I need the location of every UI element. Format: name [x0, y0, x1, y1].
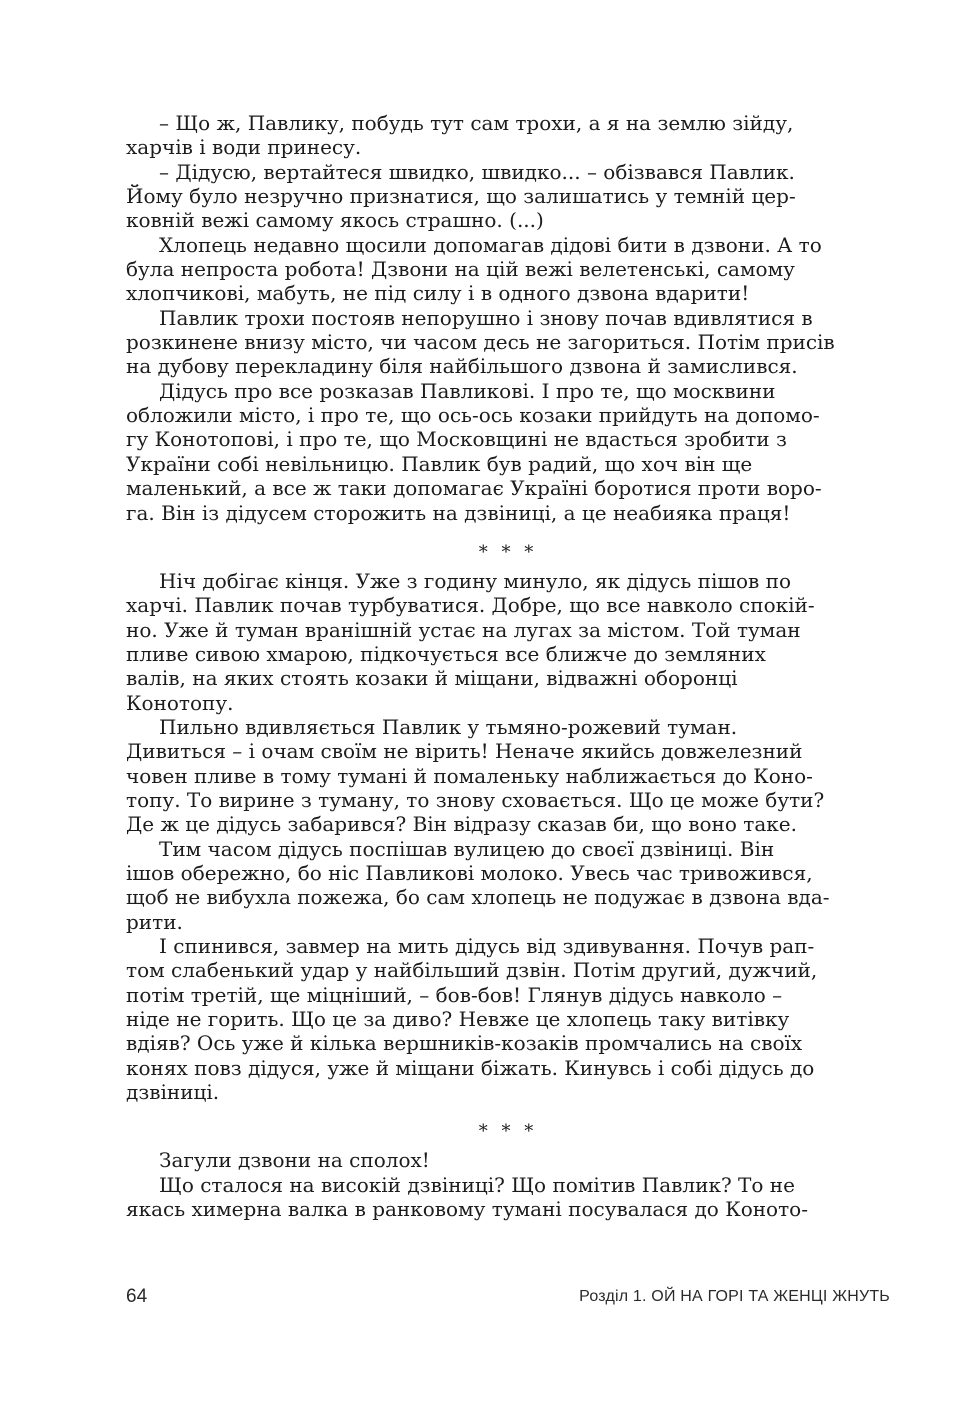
book-page [126, 111, 890, 1411]
page-footer [126, 1284, 890, 1310]
paragraph: Павлик трохи постояв непорушно і знову почав вдивлятися в розкинене внизу місто, чи часом десь не загориться. Потім присів на дубову перекладину біля найбільшого дзвона й замислився. [126, 305, 835, 379]
section-separator: * * * [478, 1121, 538, 1143]
paragraph: – Що ж, Павлику, побудь тут сам трохи, а я на землю зійду, харчів і води принесу. [126, 111, 794, 160]
paragraph: Дідусь про все розказав Павликові. І про те, що москвини обложили місто, і про те, що ось-ось козаки прийдуть на допомо- гу Конотопові, і про те, що Московщині не вдасться зробити з України собі невільницю. Павлик був радий, що хоч він ще маленький, а все ж таки допомагає Україні боротися проти воро- га. Він із дідусем сторожить на дзвіниці, а це неабияка праця! [126, 378, 822, 525]
section-separator: * * * [478, 541, 538, 563]
page-number: 64 [126, 1286, 148, 1307]
paragraph: Пильно вдивляється Павлик у тьмяно-рожевий туман. Дивиться – і очам своїм не вірить! Неначе якийсь довжелезний човен пливе в тому тумані й помаленьку наближається до Коно- топу. То вирине з туману, то знову сховається. Що це може бути? Де ж це дідусь забарився? Він відразу сказав би, що воно таке. [126, 714, 825, 837]
paragraph: Ніч добігає кінця. Уже з годину минуло, як дідусь пішов по харчі. Павлик почав турбуватися. Добре, що все навколо спокій- но. Уже й туман вранішній устає на лугах за містом. Той туман пливе сивою хмарою, підкочується все ближче до земляних валів, на яких стоять козаки й міщани, відважні оборонці Конотопу. [126, 568, 815, 715]
paragraph: – Дідусю, вертайтеся швидко, швидко... – обізвався Павлик. Йому було незручно признатися, що залишатись у темній цер- ковній вежі самому якось страшно. (...) [126, 159, 796, 233]
paragraph: Хлопець недавно щосили допомагав дідові бити в дзвони. А то була непроста робота! Дзвони на цій вежі велетенські, самому хлопчикові, мабуть, не під силу і в одного дзвона вдарити! [126, 232, 822, 306]
paragraph: Тим часом дідусь поспішав вулицею до своєї дзвіниці. Він ішов обережно, бо ніс Павликові молоко. Увесь час тривожився, щоб не вибухла пожежа, бо сам хлопець не подужає в дзвона вда- рити. [126, 836, 830, 934]
paragraph: Що сталося на високій дзвіниці? Що помітив Павлик? То не якась химерна валка в ранковому тумані посувалася до Коното- [126, 1172, 808, 1222]
paragraph: І спинився, завмер на мить дідусь від здивування. Почув рап- том слабенький удар у найбільший дзвін. Потім другий, дужчий, потім третій, ще міцніший, – бов-бов! Глянув дідусь навколо – ніде не горить. Що це за диво? Невже це хлопець таку витівку вдіяв? Ось уже й кілька вершників-козаків промчались на своїх конях повз дідуся, уже й міщани біжать. Кинувсь і собі дідусь до дзвіниці. [126, 934, 818, 1105]
running-section-title: Розділ 1. ОЙ НА ГОРІ ТА ЖЕНЦІ ЖНУТЬ [579, 1288, 890, 1305]
paragraph: Загули дзвони на сполох! [159, 1148, 430, 1173]
